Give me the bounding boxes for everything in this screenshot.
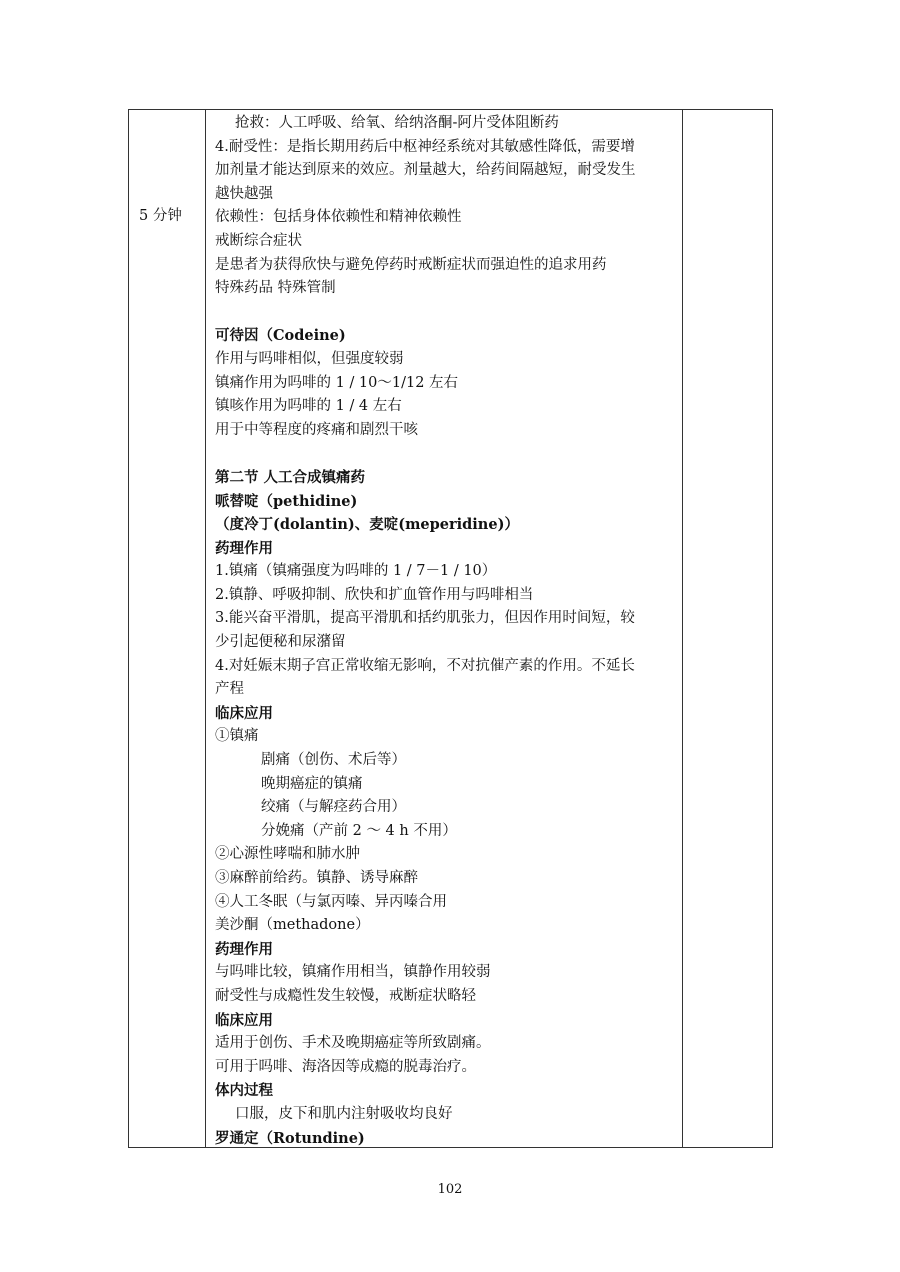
content-line: 分娩痛（产前 2 ～ 4 h 不用） — [261, 822, 457, 839]
content-line: 4.耐受性：是指长期用药后中枢神经系统对其敏感性降低，需要增 — [215, 138, 635, 155]
column-divider — [205, 110, 206, 1147]
content-line: 特殊药品 特殊管制 — [215, 280, 336, 297]
section-heading: 药理作用 — [215, 539, 273, 557]
section-heading: 体内过程 — [215, 1082, 273, 1100]
content-line: 是患者为获得欣快与避免停药时戒断症状而强迫性的追求用药 — [215, 256, 607, 273]
column-divider — [682, 110, 683, 1147]
content-line: 少引起便秘和尿潴留 — [215, 634, 346, 651]
section-heading: 可待因（Codeine) — [215, 327, 346, 345]
content-line: 晚期癌症的镇痛 — [261, 775, 363, 792]
content-line: 产程 — [215, 681, 244, 698]
content-line: 用于中等程度的疼痛和剧烈干咳 — [215, 421, 418, 438]
content-line: 剧痛（创伤、术后等） — [261, 752, 406, 769]
content-line: 越快越强 — [215, 185, 273, 202]
content-line: 依赖性：包括身体依赖性和精神依赖性 — [215, 209, 462, 226]
content-line: ②心源性哮喘和肺水肿 — [215, 846, 360, 863]
section-heading: 第二节 人工合成镇痛药 — [215, 468, 366, 486]
section-heading: 罗通定（Rotundine) — [215, 1129, 365, 1147]
content-line: ③麻醉前给药。镇静、诱导麻醉 — [215, 870, 418, 886]
section-heading: 临床应用 — [215, 704, 273, 722]
content-line: 与吗啡比较，镇痛作用相当，镇静作用较弱 — [215, 964, 491, 981]
section-heading: 临床应用 — [215, 1011, 273, 1029]
section-heading: 哌替啶（pethidine) — [215, 492, 358, 510]
content-line: 加剂量才能达到原来的效应。剂量越大，给药间隔越短，耐受发生 — [215, 162, 636, 179]
content-line: 绞痛（与解痉药合用） — [261, 799, 406, 816]
content-line: 作用与吗啡相似，但强度较弱 — [215, 350, 404, 367]
content-line: ①镇痛 — [215, 728, 259, 745]
content-line: 3.能兴奋平滑肌，提高平滑肌和括约肌张力，但因作用时间短，较 — [215, 610, 635, 627]
content-line: 戒断综合症状 — [215, 232, 302, 249]
content-line: ④人工冬眠（与氯丙嗪、异丙嗪合用 — [215, 893, 447, 910]
lesson-content — [215, 112, 677, 1150]
lesson-table — [128, 109, 773, 1148]
content-line — [215, 301, 677, 325]
content-line: 口服，皮下和肌内注射吸收均良好 — [235, 1105, 453, 1122]
content-line: 适用于创伤、手术及晚期癌症等所致剧痛。 — [215, 1035, 491, 1052]
content-line: 可用于吗啡、海洛因等成瘾的脱毒治疗。 — [215, 1058, 476, 1075]
section-heading: （度冷丁(dolantin)、麦啶(meperidine)） — [215, 516, 519, 534]
content-line — [215, 442, 677, 466]
content-line: 耐受性与成瘾性发生较慢，戒断症状略轻 — [215, 987, 476, 1004]
content-line: 镇咳作用为吗啡的 1 / 4 左右 — [215, 398, 402, 415]
section-heading: 药理作用 — [215, 940, 273, 958]
content-line: 1.镇痛（镇痛强度为吗啡的 1 / 7－1 / 10） — [215, 563, 497, 580]
content-line: 美沙酮（methadone） — [215, 917, 370, 934]
page-number: 102 — [437, 1182, 463, 1197]
time-allocation: 5 分钟 — [139, 208, 182, 224]
content-line: 4.对妊娠末期子宫正常收缩无影响，不对抗催产素的作用。不延长 — [215, 657, 635, 674]
content-line: 2.镇静、呼吸抑制、欣快和扩血管作用与吗啡相当 — [215, 586, 534, 603]
content-line: 抢救：人工呼吸、给氧、给纳洛酮-阿片受体阻断药 — [235, 115, 559, 131]
content-line: 镇痛作用为吗啡的 1 / 10～1/12 左右 — [215, 374, 459, 391]
